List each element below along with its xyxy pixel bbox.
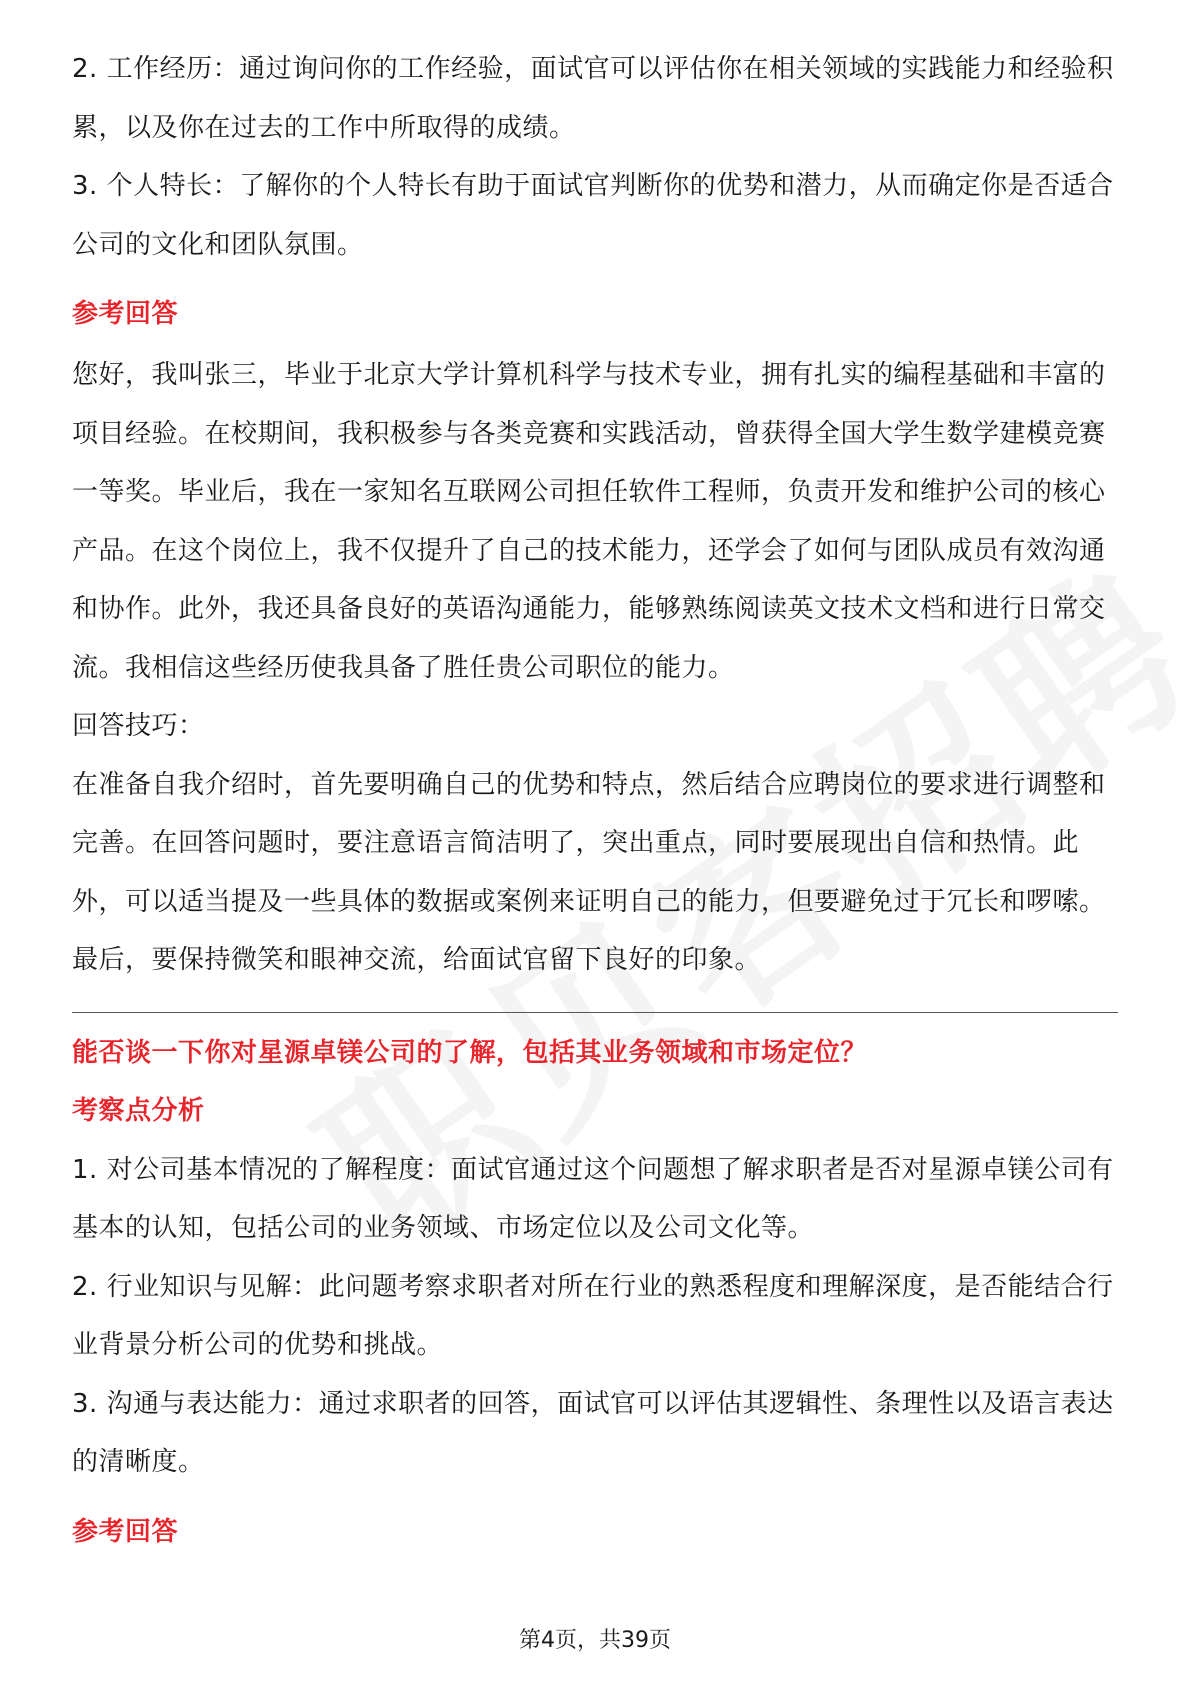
reference-answer-heading: 参考回答 <box>72 299 179 329</box>
list-item: 3. 沟通与表达能力：通过求职者的回答，面试官可以评估其逻辑性、条理性以及语言表达的清晰度。 <box>72 1388 1114 1477</box>
tips-text: 在准备自我介绍时，首先要明确自己的优势和特点，然后结合应聘岗位的要求进行调整和完善。在回答问题时，要注意语言简洁明了，突出重点，同时要展现出自信和热情。此外，可以适当提及一些具体的数据或案例来证明自己的能力，但要避免过于冗长和啰嗦。最后，要保持微笑和眼神交流，给面试官留下良好的印象。 <box>72 769 1106 975</box>
reference-answer-heading: 参考回答 <box>72 1516 179 1547</box>
section-divider <box>72 1012 1118 1013</box>
question-title: 能否谈一下你对星源卓镁公司的了解，包括其业务领域和市场定位？ <box>72 1037 868 1068</box>
tips-label: 回答技巧： <box>72 711 205 741</box>
page-number: 第4页，共39页 <box>519 1628 671 1653</box>
list-item: 3. 个人特长：了解你的个人特长有助于面试官判断你的优势和潜力，从而确定你是否适合公司的文化和团队氛围。 <box>72 171 1114 260</box>
list-item: 2. 工作经历：通过询问你的工作经验，面试官可以评估你在相关领域的实践能力和经验积累，以及你在过去的工作中所取得的成绩。 <box>72 54 1114 143</box>
reference-answer-text: 您好，我叫张三，毕业于北京大学计算机科学与技术专业，拥有扎实的编程基础和丰富的项目经验。在校期间，我积极参与各类竞赛和实践活动，曾获得全国大学生数学建模竞赛一等奖。毕业后，我在一家知名互联网公司担任软件工程师，负责开发和维护公司的核心产品。在这个岗位上，我不仅提升了自己的技术能力，还学会了如何与团队成员有效沟通和协作。此外，我还具备良好的英语沟通能力，能够熟练阅读英文技术文档和进行日常交流。我相信这些经历使我具备了胜任贵公司职位的能力。 <box>72 360 1106 683</box>
list-item: 2. 行业知识与见解：此问题考察求职者对所在行业的熟悉程度和理解深度，是否能结合行业背景分析公司的优势和挑战。 <box>72 1271 1114 1360</box>
analysis-heading: 考察点分析 <box>72 1095 205 1126</box>
list-item: 1. 对公司基本情况的了解程度：面试官通过这个问题想了解求职者是否对星源卓镁公司有基本的认知，包括公司的业务领域、市场定位以及公司文化等。 <box>72 1154 1114 1243</box>
document-body <box>72 40 1118 1552</box>
